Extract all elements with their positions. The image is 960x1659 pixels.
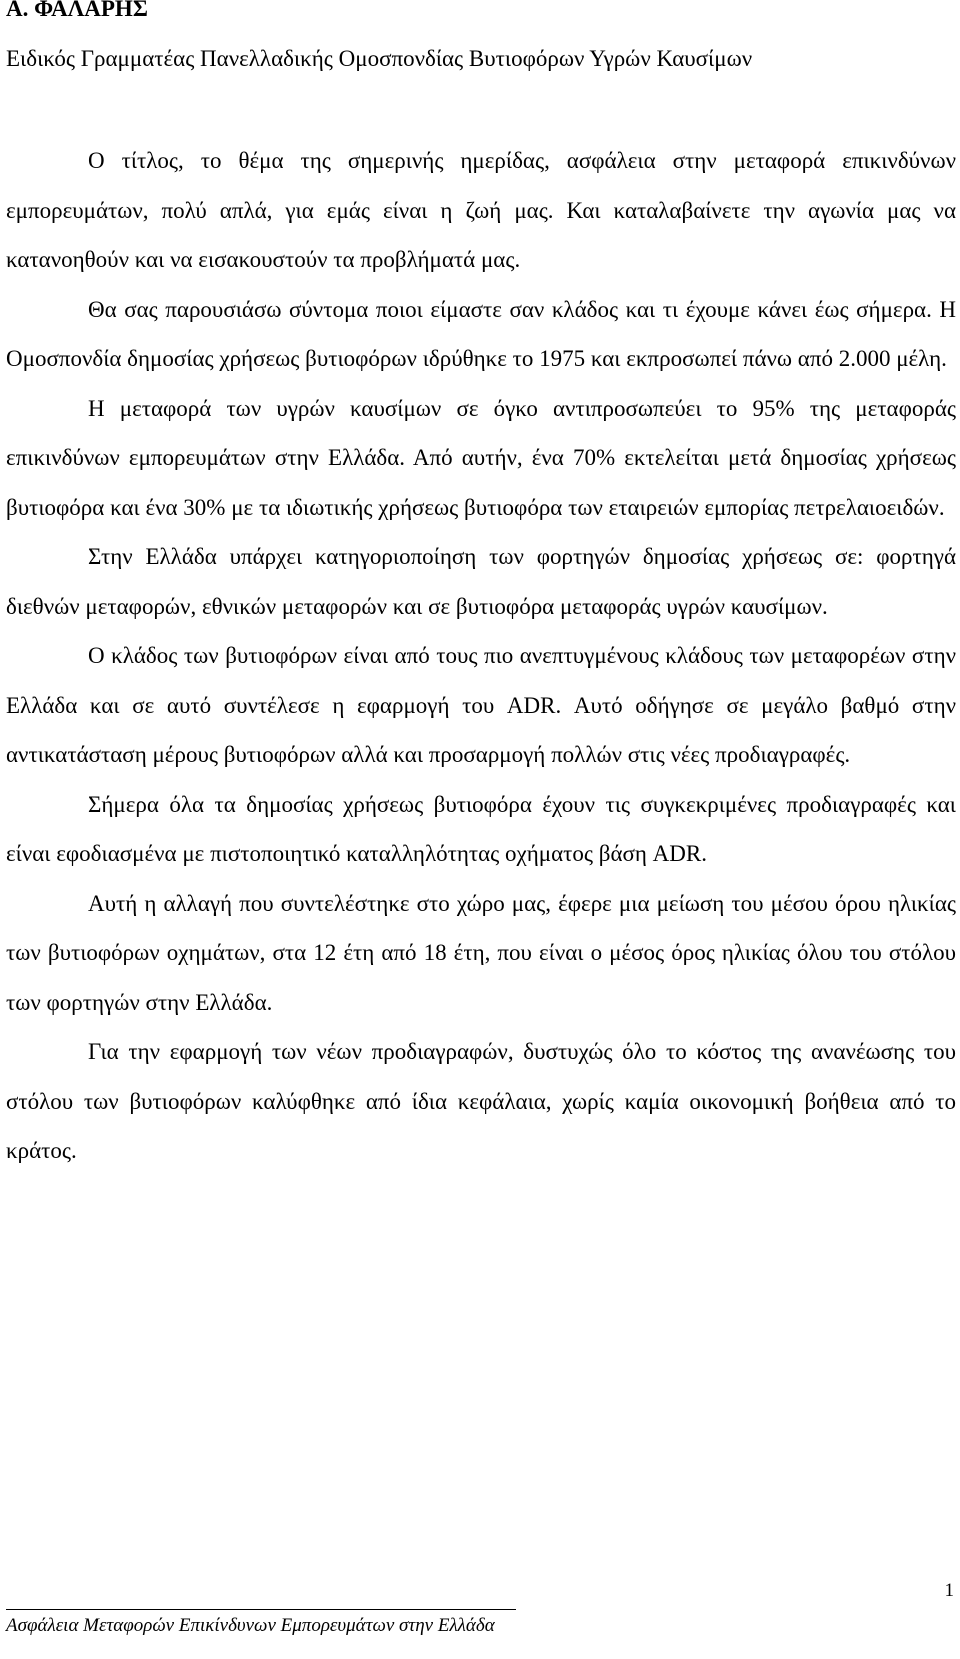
paragraph: Θα σας παρουσιάσω σύντομα ποιοι είμαστε σαν κλάδος και τι έχουμε κάνει έως σήμερα. Η Ομοσπονδία δημοσίας χρήσεως βυτιοφόρων ιδρύθηκε το 1975 και εκπροσωπεί πάνω από 2.000 μέλη. [6,296,956,371]
paragraph: Σήμερα όλα τα δημοσίας χρήσεως βυτιοφόρα έχουν τις συγκεκριμένες προδιαγραφές και είναι εφοδιασμένα με πιστοποιητικό καταλληλότητας οχήματος βάση ADR. [6,791,956,866]
footer-divider [6,1609,516,1610]
author-name: Α. ΦΑΛΑΡΗΣ [6,0,148,21]
paragraph: Αυτή η αλλαγή που συντελέστηκε στο χώρο μας, έφερε μια μείωση του μέσου όρου ηλικίας των βυτιοφόρων οχημάτων, στα 12 έτη από 18 έτη, που είναι ο μέσος όρος ηλικίας όλου του στόλου των φορτηγών στην Ελλάδα. [6,890,956,1015]
paragraph: Ο κλάδος των βυτιοφόρων είναι από τους πιο ανεπτυγμένους κλάδους των μεταφορέων στην Ελλάδα και σε αυτό συντέλεσε η εφαρμογή του ADR. Αυτό οδήγησε σε μεγάλο βαθμό στην αντικατάσταση μέρους βυτιοφόρων αλλά και προσαρμογή πολλών στις νέες προδιαγραφές. [6,643,956,767]
author-role: Ειδικός Γραμματέας Πανελλαδικής Ομοσπονδίας Βυτιοφόρων Υγρών Καυσίμων [6,46,753,71]
paragraph: Στην Ελλάδα υπάρχει κατηγοριοποίηση των φορτηγών δημοσίας χρήσεως σε: φορτηγά διεθνών μεταφορών, εθνικών μεταφορών και σε βυτιοφόρα μεταφοράς υγρών καυσίμων. [6,544,956,619]
paragraph: Η μεταφορά των υγρών καυσίμων σε όγκο αντιπροσωπεύει το 95% της μεταφοράς επικινδύνων εμπορευμάτων στην Ελλάδα. Από αυτήν, ένα 70% εκτελείται μετά δημοσίας χρήσεως βυτιοφόρα και ένα 30% με τα ιδιωτικής χρήσεως βυτιοφόρα των εταιρειών εμπορίας πετρελαιοειδών. [6,395,956,520]
page-number: 1 [944,1580,954,1601]
document-body [6,136,956,1176]
footer-title: Ασφάλεια Μεταφορών Επικίνδυνων Εμπορευμάτων στην Ελλάδα [6,1615,495,1636]
paragraph: Για την εφαρμογή των νέων προδιαγραφών, δυστυχώς όλο το κόστος της ανανέωσης του στόλου των βυτιοφόρων καλύφθηκε από ίδια κεφάλαια, χωρίς καμία οικονομική βοήθεια από το κράτος. [6,1039,956,1163]
paragraph: Ο τίτλος, το θέμα της σημερινής ημερίδας, ασφάλεια στην μεταφορά επικινδύνων εμπορευμάτων, πολύ απλά, για εμάς είναι η ζωή μας. Και καταλαβαίνετε την αγωνία μας να κατανοηθούν και να εισακουστούν τα προβλήματά μας. [6,148,956,272]
